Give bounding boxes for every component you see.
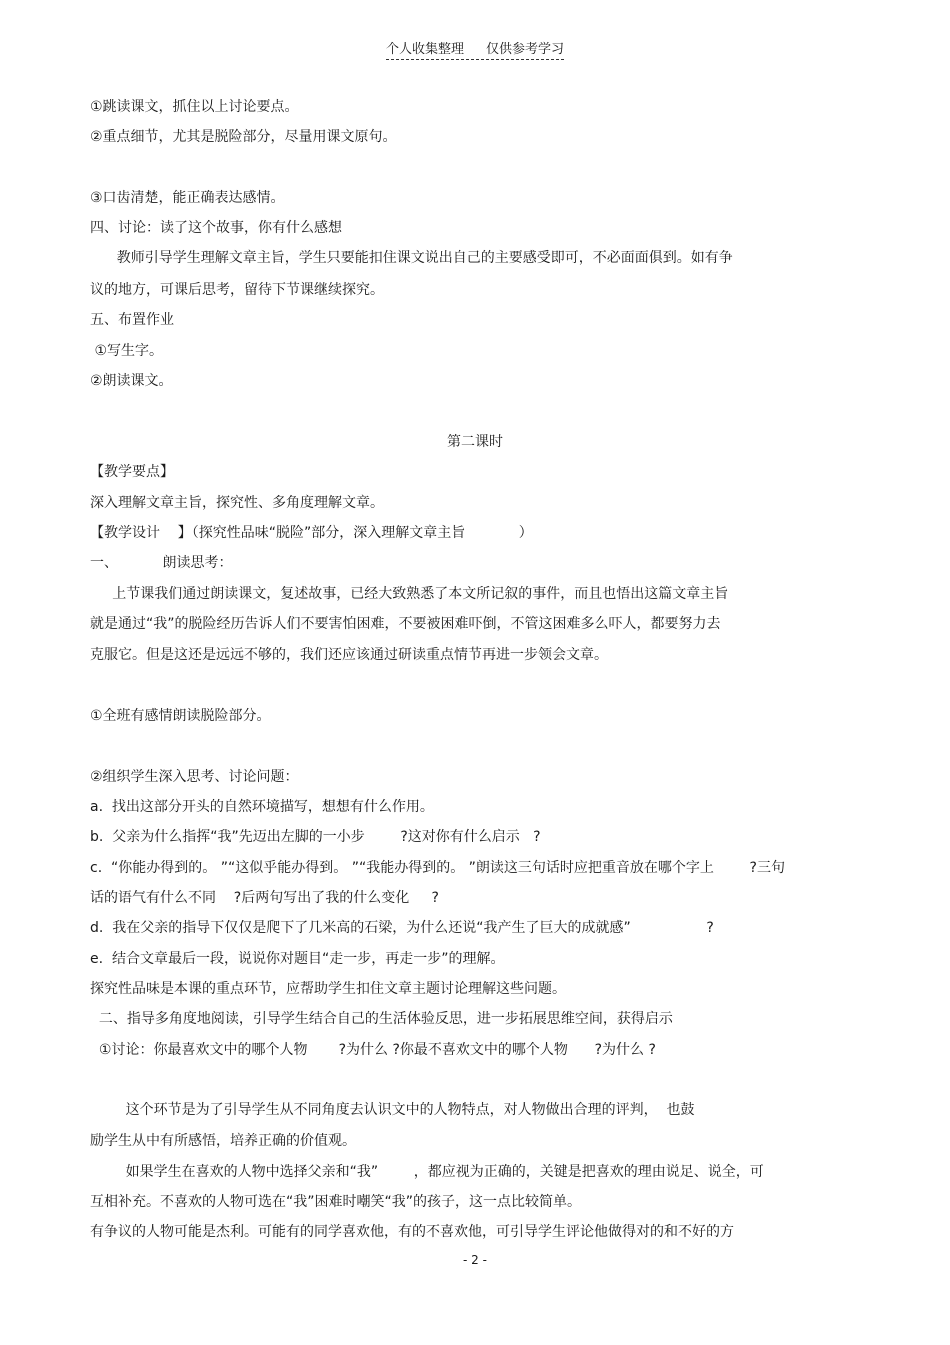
- list-item: a. 找出这部分开头的自然环境描写，想想有什么作用。: [90, 799, 434, 815]
- page-number: - 2 -: [463, 1253, 487, 1267]
- section-heading: 【教学设计 】（探究性品味“脱险”部分，深入理解文章主旨 ）: [90, 525, 533, 541]
- list-item: e. 结合文章最后一段，说说你对题目“走一步，再走一步”的理解。: [90, 951, 505, 967]
- header-rule: [386, 38, 564, 60]
- text-line: 上节课我们通过朗读课文，复述故事，已经大致熟悉了本文所记叙的事件，而且也悟出这篇文章主旨: [90, 586, 729, 602]
- text-line: ③口齿清楚，能正确表达感情。: [90, 190, 285, 206]
- header-right-text: 仅供参考学习: [486, 42, 565, 57]
- text-line: ①讨论：你最喜欢文中的哪个人物 ?为什么 ?你最不喜欢文中的哪个人物 ?为什么 ?: [90, 1042, 656, 1058]
- text-line: 议的地方，可课后思考，留待下节课继续探究。: [90, 282, 384, 298]
- text-line: 这个环节是为了引导学生从不同角度去认识文中的人物特点，对人物做出合理的评判， 也鼓: [90, 1102, 695, 1118]
- text-line: 话的语气有什么不同 ?后两句写出了我的什么变化 ?: [90, 890, 439, 906]
- text-line: ②重点细节，尤其是脱险部分，尽量用课文原句。: [90, 129, 397, 145]
- list-item: d. 我在父亲的指导下仅仅是爬下了几米高的石梁，为什么还说“我产生了巨大的成就感” ?: [90, 920, 714, 936]
- lesson-title: 第二课时: [447, 434, 503, 450]
- section-heading: 五、布置作业: [90, 312, 174, 328]
- page-header: [0, 38, 950, 60]
- text-line: ①全班有感情朗读脱险部分。: [90, 708, 271, 724]
- text-line: 互相补充。不喜欢的人物可选在“我”困难时嘲笑“我”的孩子，这一点比较简单。: [90, 1194, 582, 1210]
- text-line: ②朗读课文。: [90, 373, 173, 389]
- text-line: 有争议的人物可能是杰利。可能有的同学喜欢他，有的不喜欢他，可引导学生评论他做得对的和不好的方: [90, 1224, 734, 1240]
- section-heading: 一、 朗读思考：: [90, 555, 233, 571]
- text-line: ①写生字。: [90, 343, 164, 359]
- list-item: b. 父亲为什么指挥“我”先迈出左脚的一小步 ?这对你有什么启示 ?: [90, 829, 541, 845]
- list-item: c. “你能办得到的。 ”“这似乎能办得到。 ”“我能办得到的。 ”朗读这三句话时应把重音放在哪个字上 ?三句: [90, 860, 785, 876]
- section-heading: 二、指导多角度地阅读，引导学生结合自己的生活体验反思，进一步拓展思维空间，获得启示: [90, 1011, 673, 1027]
- header-left-text: 个人收集整理: [385, 42, 464, 57]
- text-line: ②组织学生深入思考、讨论问题：: [90, 769, 299, 785]
- text-line: 深入理解文章主旨，探究性、多角度理解文章。: [90, 495, 384, 511]
- text-line: 教师引导学生理解文章主旨，学生只要能扣住课文说出自己的主要感受即可，不必面面俱到。如有争: [90, 250, 733, 266]
- text-line: 如果学生在喜欢的人物中选择父亲和“我” ，都应视为正确的，关键是把喜欢的理由说足、说全，可: [90, 1164, 764, 1180]
- text-line: 就是通过“我”的脱险经历告诉人们不要害怕困难，不要被困难吓倒，不管这困难多么吓人，都要努力去: [90, 616, 721, 632]
- text-line: 克服它。但是这还是远远不够的，我们还应该通过研读重点情节再进一步领会文章。: [90, 647, 608, 663]
- section-heading: 【教学要点】: [90, 464, 174, 480]
- text-line: 探究性品味是本课的重点环节，应帮助学生扣住文章主题讨论理解这些问题。: [90, 981, 566, 997]
- section-heading: 四、讨论：读了这个故事，你有什么感想: [90, 220, 342, 236]
- text-line: ①跳读课文，抓住以上讨论要点。: [90, 99, 299, 115]
- text-line: 励学生从中有所感悟，培养正确的价值观。: [90, 1133, 356, 1149]
